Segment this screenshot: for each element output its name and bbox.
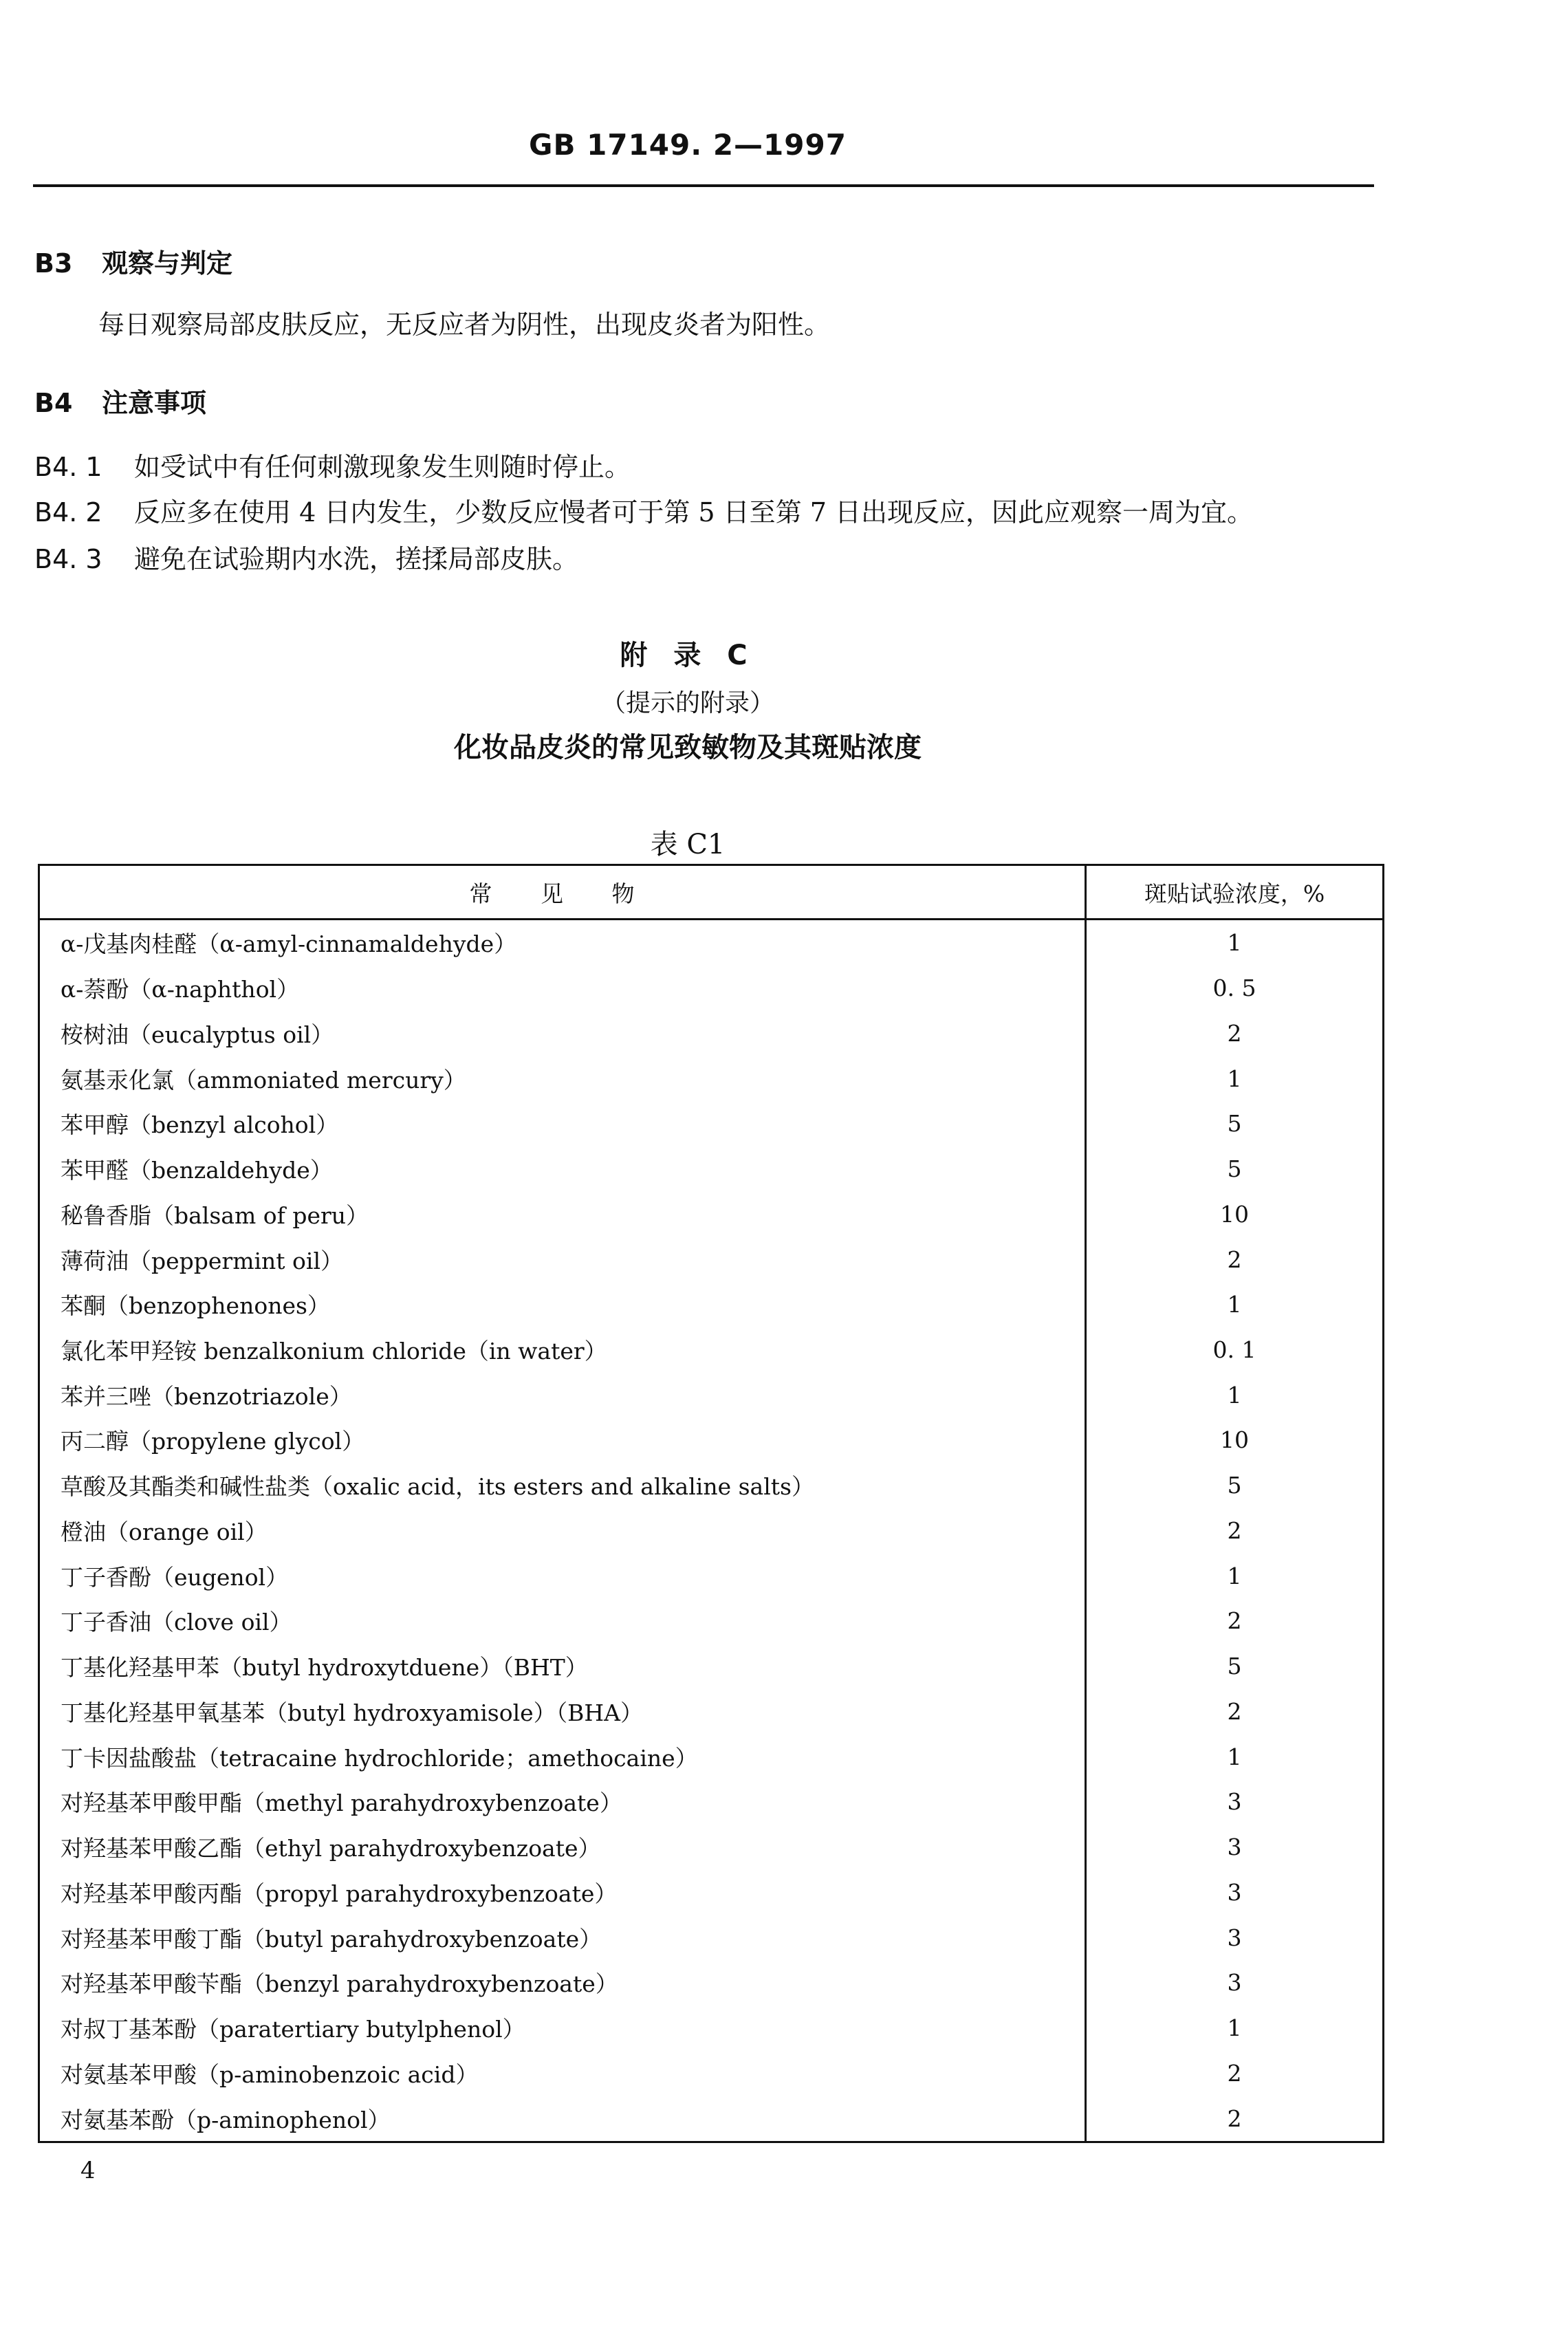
substance-cell: 对叔丁基苯酚（paratertiary butylphenol） xyxy=(61,2015,525,2043)
document-header: GB 17149. 2—1997 xyxy=(529,128,847,162)
table-row xyxy=(39,1644,1384,1689)
table-row xyxy=(39,1553,1384,1598)
concentration-cell: 5 xyxy=(1086,1463,1384,1508)
table-row xyxy=(39,1779,1384,1825)
concentration-cell: 10 xyxy=(1086,1191,1384,1237)
substance-cell: 丁基化羟基甲氧基苯（butyl hydroxyamisole）（BHA） xyxy=(61,1699,644,1726)
concentration-cell: 1 xyxy=(1086,1056,1384,1101)
table-row xyxy=(39,1010,1384,1056)
concentration-cell: 2 xyxy=(1086,2096,1384,2142)
table-header-row xyxy=(39,865,1384,920)
section-b4-heading xyxy=(34,382,206,420)
table-row xyxy=(39,1915,1384,1960)
concentration-cell: 2 xyxy=(1086,1508,1384,1554)
concentration-cell: 3 xyxy=(1086,1869,1384,1915)
b4-item-number: B4. 3 xyxy=(34,544,102,574)
table-row xyxy=(39,2096,1384,2142)
substance-cell: 对羟基苯甲酸甲酯（methyl parahydroxybenzoate） xyxy=(61,1790,622,1817)
section-b3-number: B3 xyxy=(34,248,73,279)
substance-cell: 丁子香酚（eugenol） xyxy=(61,1563,289,1591)
table-row xyxy=(39,1372,1384,1417)
table-row xyxy=(39,1417,1384,1463)
substance-cell: 薄荷油（peppermint oil） xyxy=(61,1247,344,1274)
substance-cell: 橙油（orange oil） xyxy=(61,1518,268,1545)
substance-cell: 苯并三唑（benzotriazole） xyxy=(61,1382,352,1410)
table-row xyxy=(39,966,1384,1011)
table-row xyxy=(39,1282,1384,1327)
concentration-cell: 1 xyxy=(1086,1282,1384,1327)
concentration-cell: 1 xyxy=(1086,2005,1384,2051)
concentration-cell: 1 xyxy=(1086,1553,1384,1598)
concentration-cell: 0. 1 xyxy=(1086,1327,1384,1373)
substance-cell: α-萘酚（α-naphthol） xyxy=(61,976,300,1003)
concentration-cell: 2 xyxy=(1086,2050,1384,2096)
b4-item xyxy=(34,491,1253,529)
section-b3-title: 观察与判定 xyxy=(102,248,233,279)
substance-cell: 苯甲醇（benzyl alcohol） xyxy=(61,1111,339,1139)
substance-cell: 丁基化羟基甲苯（butyl hydroxytduene）（BHT） xyxy=(61,1654,588,1682)
concentration-cell: 1 xyxy=(1086,920,1384,966)
substance-cell: 桉树油（eucalyptus oil） xyxy=(61,1021,334,1048)
b4-item-text: 如受试中有任何刺激现象发生则随时停止。 xyxy=(134,452,631,482)
table-row xyxy=(39,1825,1384,1870)
substance-cell: α-戊基肉桂醛（α-amyl-cinnamaldehyde） xyxy=(61,931,517,958)
substance-cell: 对羟基苯甲酸苄酯（benzyl parahydroxybenzoate） xyxy=(61,1970,618,1998)
table-row xyxy=(39,1688,1384,1734)
table-row xyxy=(39,2050,1384,2096)
concentration-cell: 5 xyxy=(1086,1101,1384,1146)
table-row xyxy=(39,2005,1384,2051)
table-row xyxy=(39,1191,1384,1237)
concentration-cell: 3 xyxy=(1086,1825,1384,1870)
table-row xyxy=(39,1869,1384,1915)
table-row xyxy=(39,1463,1384,1508)
substance-cell: 对羟基苯甲酸乙酯（ethyl parahydroxybenzoate） xyxy=(61,1835,601,1862)
concentration-cell: 1 xyxy=(1086,1372,1384,1417)
appendix-heading: 化妆品皮炎的常见致敏物及其斑贴浓度 xyxy=(454,732,922,763)
section-b3-heading xyxy=(34,242,232,280)
concentration-cell: 1 xyxy=(1086,1734,1384,1779)
table-row xyxy=(39,1146,1384,1192)
substance-cell: 丁子香油（clove oil） xyxy=(61,1609,292,1636)
allergen-table xyxy=(38,864,1384,2143)
section-b4-number: B4 xyxy=(34,388,73,418)
concentration-cell: 3 xyxy=(1086,1779,1384,1825)
header-rule xyxy=(33,184,1374,187)
section-b3-text: 每日观察局部皮肤反应，无反应者为阴性，出现皮炎者为阳性。 xyxy=(98,309,831,340)
table-row xyxy=(39,1508,1384,1554)
appendix-title: 附 录 C xyxy=(620,640,756,671)
substance-cell: 氨基汞化氯（ammoniated mercury） xyxy=(61,1066,466,1094)
concentration-cell: 2 xyxy=(1086,1598,1384,1644)
substance-cell: 对氨基苯酚（p-aminophenol） xyxy=(61,2106,391,2133)
substance-cell: 对羟基苯甲酸丙酯（propyl parahydroxybenzoate） xyxy=(61,1880,618,1907)
b4-item xyxy=(34,446,631,483)
concentration-cell: 2 xyxy=(1086,1010,1384,1056)
table-row xyxy=(39,1101,1384,1146)
concentration-cell: 5 xyxy=(1086,1146,1384,1192)
concentration-cell: 0. 5 xyxy=(1086,966,1384,1011)
concentration-cell: 3 xyxy=(1086,1915,1384,1960)
concentration-cell: 5 xyxy=(1086,1644,1384,1689)
b4-item-number: B4. 2 xyxy=(34,497,102,528)
concentration-cell: 2 xyxy=(1086,1237,1384,1282)
substance-cell: 苯酮（benzophenones） xyxy=(61,1292,330,1320)
section-b4-title: 注意事项 xyxy=(102,388,207,418)
table-row xyxy=(39,1734,1384,1779)
substance-cell: 丁卡因盐酸盐（tetracaine hydrochloride；amethocaine） xyxy=(61,1744,698,1772)
appendix-subtitle: （提示的附录） xyxy=(600,689,774,717)
b4-item-text: 反应多在使用 4 日内发生，少数反应慢者可于第 5 日至第 7 日出现反应，因此应观察一周为宜。 xyxy=(134,497,1254,528)
concentration-cell: 10 xyxy=(1086,1417,1384,1463)
substance-cell: 丙二醇（propylene glycol） xyxy=(61,1428,365,1455)
column-header-substance: 常 见 物 xyxy=(39,865,1086,920)
page-number: 4 xyxy=(80,2157,96,2184)
b4-item xyxy=(34,538,578,576)
substance-cell: 秘鲁香脂（balsam of peru） xyxy=(61,1202,369,1229)
table-row xyxy=(39,1960,1384,2005)
table-row xyxy=(39,1056,1384,1101)
substance-cell: 草酸及其酯类和碱性盐类（oxalic acid，its esters and alkaline salts） xyxy=(61,1473,814,1501)
table-row xyxy=(39,1237,1384,1282)
table-row xyxy=(39,1598,1384,1644)
column-header-concentration: 斑贴试验浓度，% xyxy=(1086,865,1384,920)
table-caption: 表 C1 xyxy=(650,829,726,860)
concentration-cell: 2 xyxy=(1086,1688,1384,1734)
b4-item-text: 避免在试验期内水洗，搓揉局部皮肤。 xyxy=(134,544,579,574)
substance-cell: 苯甲醛（benzaldehyde） xyxy=(61,1157,333,1184)
table-row xyxy=(39,920,1384,966)
substance-cell: 对羟基苯甲酸丁酯（butyl parahydroxybenzoate） xyxy=(61,1925,602,1953)
table-body xyxy=(39,920,1384,2142)
concentration-cell: 3 xyxy=(1086,1960,1384,2005)
b4-item-number: B4. 1 xyxy=(34,452,102,482)
table-row xyxy=(39,1327,1384,1373)
substance-cell: 氯化苯甲羟铵 benzalkonium chloride（in water） xyxy=(61,1337,607,1365)
substance-cell: 对氨基苯甲酸（p-aminobenzoic acid） xyxy=(61,2061,479,2088)
